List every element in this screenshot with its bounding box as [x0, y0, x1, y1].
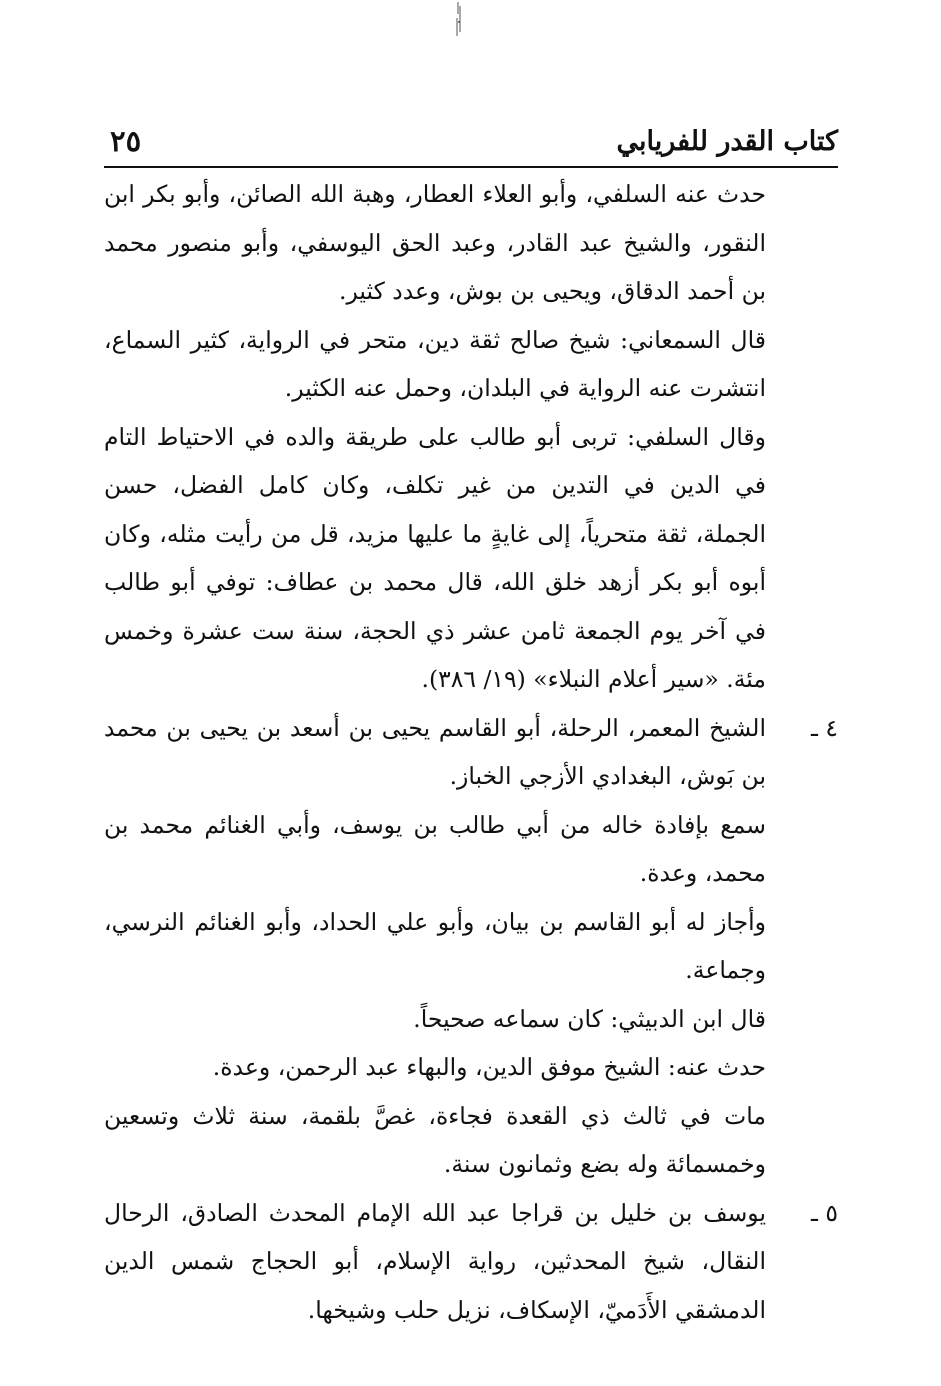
- main-text: [104, 170, 838, 1334]
- book-title: كتاب القدر للفريابي: [616, 126, 838, 157]
- paragraph-sama: سمع بإفادة خاله من أبي طالب بن يوسف، وأبي الغنائم محمد بن محمد، وعدة.: [104, 810, 766, 887]
- scan-artifact-mark: [452, 2, 466, 36]
- paragraph-ijaza: وأجاز له أبو القاسم بن بيان، وأبو علي الحداد، وأبو الغنائم النرسي، وجماعة.: [104, 907, 766, 984]
- item-heading-text: الشيخ المعمر، الرحلة، أبو القاسم يحيى بن أسعد بن يحيى بن محمد بن بَوش، البغدادي الأزجي الخباز.: [104, 713, 766, 790]
- paragraph-students: حدث عنه: الشيخ موفق الدين، والبهاء عبد الرحمن، وعدة.: [212, 1053, 766, 1081]
- paragraph-narrators: حدث عنه السلفي، وأبو العلاء العطار، وهبة الله الصائن، وأبو بكر ابن النقور، والشيخ عبد القادر، وعبد الحق اليوسفي، وأبو منصور محمد بن أحمد الدقاق، ويحيى بن بوش، وعدد كثير.: [104, 180, 766, 305]
- page-number: ٢٥: [110, 124, 142, 158]
- item-heading-text: يوسف بن خليل بن قراجا عبد الله الإمام المحدث الصادق، الرحال النقال، شيخ المحدثين، رواية الإسلام، أبو الحجاج شمس الدين الدمشقي الأَدَميّ، الإسكاف، نزيل حلب وشيخها.: [104, 1198, 766, 1324]
- item-number: ٤ ـ: [811, 713, 838, 742]
- biography-item-5: [104, 1189, 838, 1335]
- paragraph-samani: قال السمعاني: شيخ صالح ثقة دين، متحر في الرواية، كثير السماع، انتشرت عنه الرواية في البلدان، وحمل عنه الكثير.: [104, 325, 766, 402]
- running-header: [104, 120, 838, 168]
- paragraph-dubaithi: قال ابن الدبيثي: كان سماعه صحيحاً.: [413, 1004, 766, 1033]
- paragraph-death: مات في ثالث ذي القعدة فجاءة، غصَّ بلقمة، سنة ثلاث وتسعين وخمسمائة وله بضع وثمانون سنة.: [104, 1101, 766, 1178]
- header-rule: [104, 166, 838, 168]
- item-number: ٥ ـ: [811, 1198, 838, 1227]
- paragraph-silafi: وقال السلفي: تربى أبو طالب على طريقة والده في الاحتياط التام في الدين في التدين من غير تكلف، وكان كامل الفضل، حسن الجملة، ثقة متحرياً، إلى غايةٍ ما عليها مزيد، قل من رأيت مثله، وكان أبوه أبو بكر أزهد خلق الله، قال محمد بن عطاف: توفي أبو طالب في آخر يوم الجمعة ثامن عشر ذي الحجة، سنة ست عشرة وخمس مئة. «سير أعلام النبلاء» (١٩/ ٣٨٦).: [104, 422, 766, 693]
- biography-item-4: [104, 704, 838, 801]
